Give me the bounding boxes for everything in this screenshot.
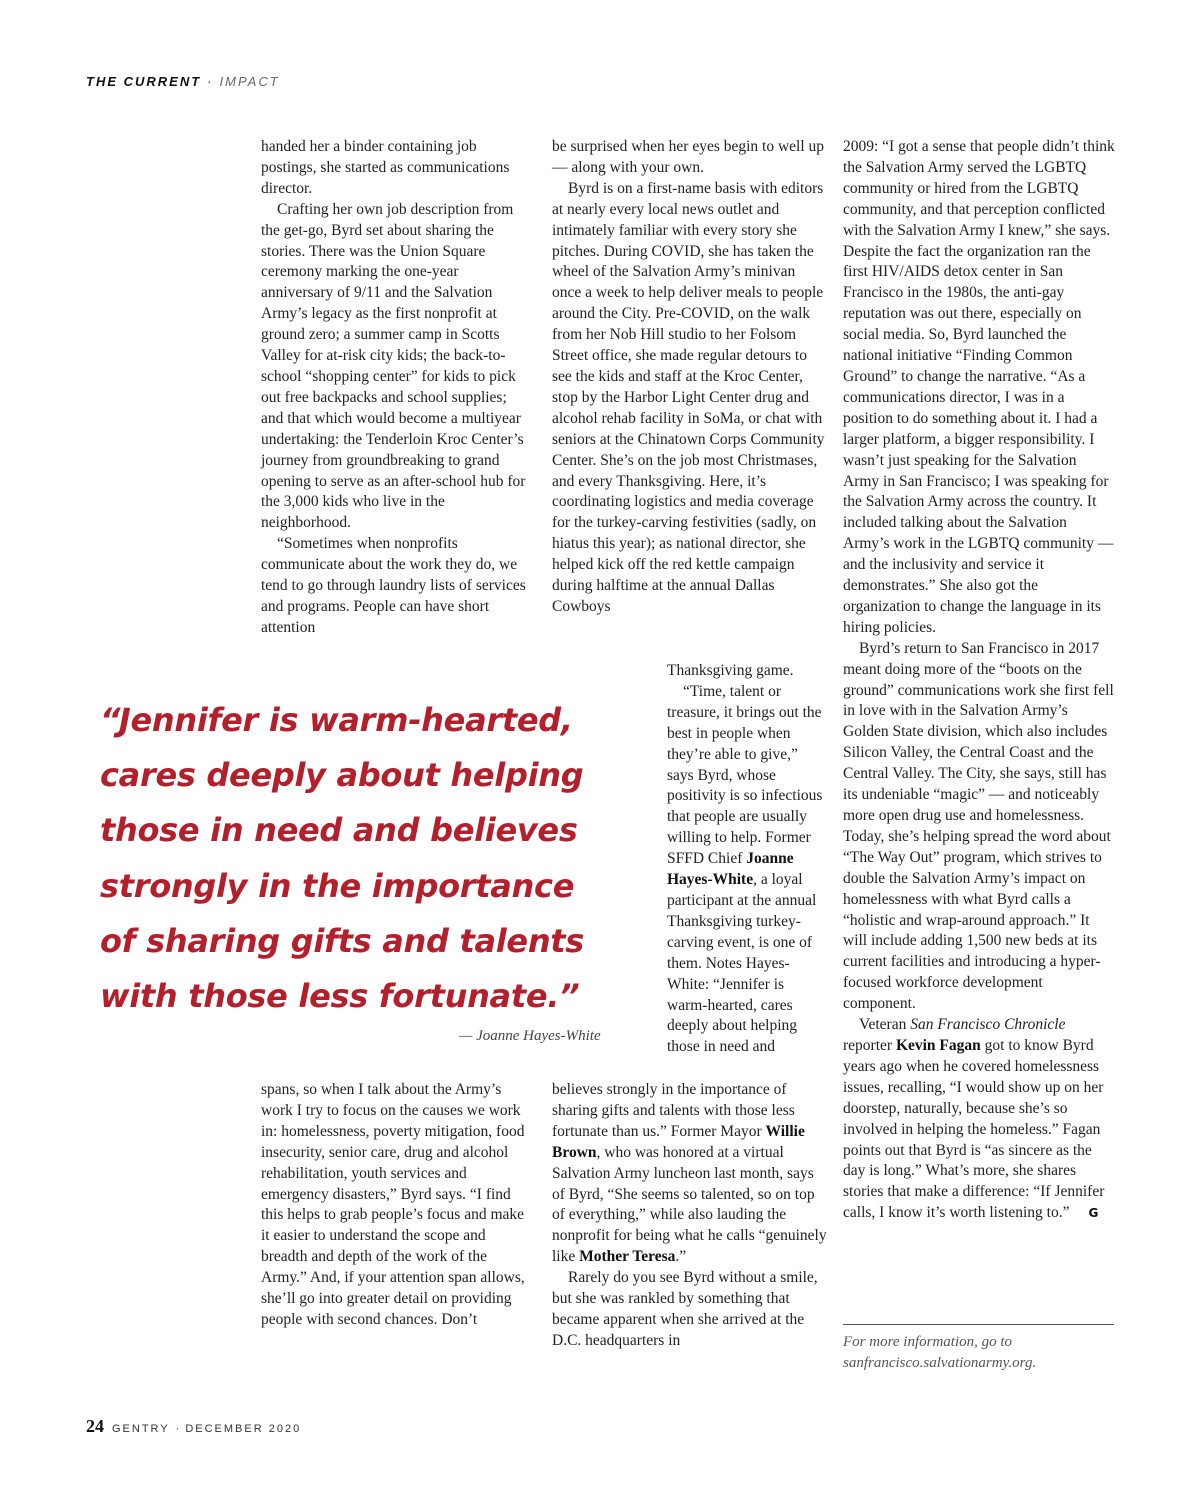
text-run: , who was honored at a virtual Salvation Army luncheon last month, says of Byrd, “She seems so talented, so on top of everything,” while also lauding the nonprofit for being what he calls “genuinely like xyxy=(552,1143,827,1266)
paragraph: 2009: “I got a sense that people didn’t think the Salvation Army served the LGBTQ community or hired from the LGBTQ community, and that perception conflicted with the Salvation Army I knew,” she says. Despite the fact the organization ran the first HIV/AIDS detox center in San Francisco in the 1980s, the anti-gay reputation was out there, especially on social media. So, Byrd launched the national initiative “Finding Common Ground” to change the narrative. “As a communications director, I was in a position to do something about it. I had a larger platform, a bigger responsibility. I wasn’t just speaking for the Salvation Army in San Francisco; I was speaking for the Salvation Army across the country. It included talking about the Salvation Army’s work in the LGBTQ community — and the inclusivity and service it demonstrates.” She also got the organization to change the language in its hiring policies. xyxy=(843,138,1115,636)
magazine-name: GENTRY xyxy=(112,1423,170,1435)
publication-name: San Francisco Chronicle xyxy=(910,1016,1066,1034)
text-run: Veteran xyxy=(859,1016,911,1034)
more-info-url[interactable]: sanfrancisco.salvationarmy.org. xyxy=(843,1355,1037,1371)
page-number: 24 xyxy=(86,1416,104,1436)
person-name-kevin: Kevin Fagan xyxy=(895,1036,981,1054)
paragraph: Byrd is on a first-name basis with editors at nearly every local news outlet and intimately familiar with every story she pitches. During COVID, she has taken the wheel of the Salvation Army’s minivan once a week to help deliver meals to people around the City. Pre-COVID, on the walk from her Nob Hill studio to her Folsom Street office, she made regular detours to see the kids and staff at the Kroc Center, stop by the Harbor Light Center drug and alcohol rehab facility in SoMa, or chat with seniors at the Chinatown Corps Community Center. She’s on the job most Christmases, and every Thanksgiving. Here, it’s coordinating logistics and media coverage for the turkey-carving festivities (sadly, on hiatus this year); as national director, she helped kick off the red kettle campaign during halftime at the annual Dallas Cowboys xyxy=(552,179,825,615)
pull-quote-line: those in need and believes xyxy=(100,811,578,850)
pull-quote-line: cares deeply about helping xyxy=(100,756,584,795)
column-1-bottom xyxy=(261,1080,527,1331)
paragraph xyxy=(552,1080,827,1268)
column-2-narrow xyxy=(667,661,827,1058)
section-header xyxy=(86,74,280,89)
footer-separator: · xyxy=(175,1423,180,1435)
text-run: , a loyal participant at the annual Thanksgiving turkey-carving event, is one of them. Notes Hayes-White: “Jennifer is warm-hearted, cares deeply about helping those in need and xyxy=(667,871,817,1056)
text-run: .” xyxy=(675,1248,687,1266)
paragraph: spans, so when I talk about the Army’s work I try to focus on the causes we work in: homelessness, poverty mitigation, food insecurity, senior care, drug and alcohol rehabilitation, youth services and emergency disasters,” Byrd says. “I find this helps to grab people’s focus and make it easier to understand the scope and breadth and depth of the work of the Army.” And, if your attention span allows, she’ll go into greater detail on providing people with second chances. Don’t xyxy=(261,1081,525,1328)
divider xyxy=(843,1324,1114,1325)
paragraph: Crafting her own job description from the get-go, Byrd set about sharing the stories. There was the Union Square ceremony marking the one-year anniversary of 9/11 and the Salvation Army’s legacy as the first nonprofit at ground zero; a summer camp in Scotts Valley for at-risk city kids; the back-to-school “shopping center” for kids to pick out free backpacks and school supplies; and that which would become a multiyear undertaking: the Tenderloin Kroc Center’s journey from groundbreaking to grand opening to serve as an after-school hub for the 3,000 kids who live in the neighborhood. xyxy=(261,200,526,532)
end-mark-icon: G xyxy=(1088,1206,1099,1221)
text-run: got to know Byrd years ago when he covered homelessness issues, recalling, “I would show up on her doorstep, naturally, because she’s so involved in helping the homeless.” Fagan points out that Byrd is “as sincere as the day is long.” What’s more, she shares stories that make a difference: “If Jennifer calls, I know it’s worth listening to.” xyxy=(843,1036,1105,1222)
text-run: “Time, talent or treasure, it brings out the best in people when they’re able to give,” says Byrd, whose positivity is so infectious that people are usually willing to help. Former SFFD Chief xyxy=(667,682,823,868)
page-footer xyxy=(86,1416,301,1437)
column-2-top xyxy=(552,137,827,618)
column-2-bottom xyxy=(552,1080,827,1352)
person-name-willie: Willie Brown xyxy=(552,1122,805,1161)
person-name-joanne: Joanne Hayes-White xyxy=(667,850,794,889)
paragraph: handed her a binder containing job postings, she started as communications director. xyxy=(261,138,510,197)
paragraph: Rarely do you see Byrd without a smile, but she was rankled by something that became apparent when she arrived at the D.C. headquarters in xyxy=(552,1269,818,1349)
more-info xyxy=(843,1332,1115,1374)
column-3 xyxy=(843,137,1115,1224)
text-run: reporter xyxy=(843,1036,896,1054)
paragraph: “Sometimes when nonprofits communicate about the work they do, we tend to go through laundry lists of services and programs. People can have short attention xyxy=(261,535,526,636)
pull-quote-line: “Jennifer is warm-hearted, xyxy=(100,701,573,739)
person-name-teresa: Mother Teresa xyxy=(579,1248,676,1266)
issue-date: DECEMBER 2020 xyxy=(185,1423,302,1435)
pull-quote-line: of sharing gifts and talents xyxy=(100,921,585,960)
section-name: THE CURRENT xyxy=(86,74,202,89)
text-run: believes strongly in the importance of sharing gifts and talents with those less fortunate than us.” Former Mayor xyxy=(552,1081,795,1140)
paragraph xyxy=(843,1015,1115,1224)
paragraph: Byrd’s return to San Francisco in 2017 meant doing more of the “boots on the ground” communications work she first fell in love with in the Salvation Army’s Golden State division, which also includes Silicon Valley, the Central Coast and the Central Valley. The City, she says, still has its undeniable “magic” — and noticeably more open drug use and homelessness. Today, she’s helping spread the word about “The Way Out” program, which strives to double the Salvation Army’s impact on homelessness with what Byrd calls a “holistic and wrap-around approach.” It will include adding 1,500 new beds at its current facilities and introducing a hyper-focused workforce development component. xyxy=(843,639,1114,1013)
paragraph: Thanksgiving game. xyxy=(667,662,794,679)
header-separator: · xyxy=(207,74,214,89)
pull-quote-line: strongly in the importance xyxy=(100,866,575,905)
pull-quote-attribution: — Joanne Hayes-White xyxy=(459,1028,601,1044)
paragraph xyxy=(667,682,827,1058)
pull-quote-line: with those less fortunate.” xyxy=(100,977,580,1016)
paragraph: be surprised when her eyes begin to well up — along with your own. xyxy=(552,138,825,176)
pull-quote xyxy=(100,693,600,1024)
subsection-name: IMPACT xyxy=(219,74,280,89)
column-1-top xyxy=(261,137,527,639)
more-info-text: For more information, go to xyxy=(843,1334,1013,1350)
